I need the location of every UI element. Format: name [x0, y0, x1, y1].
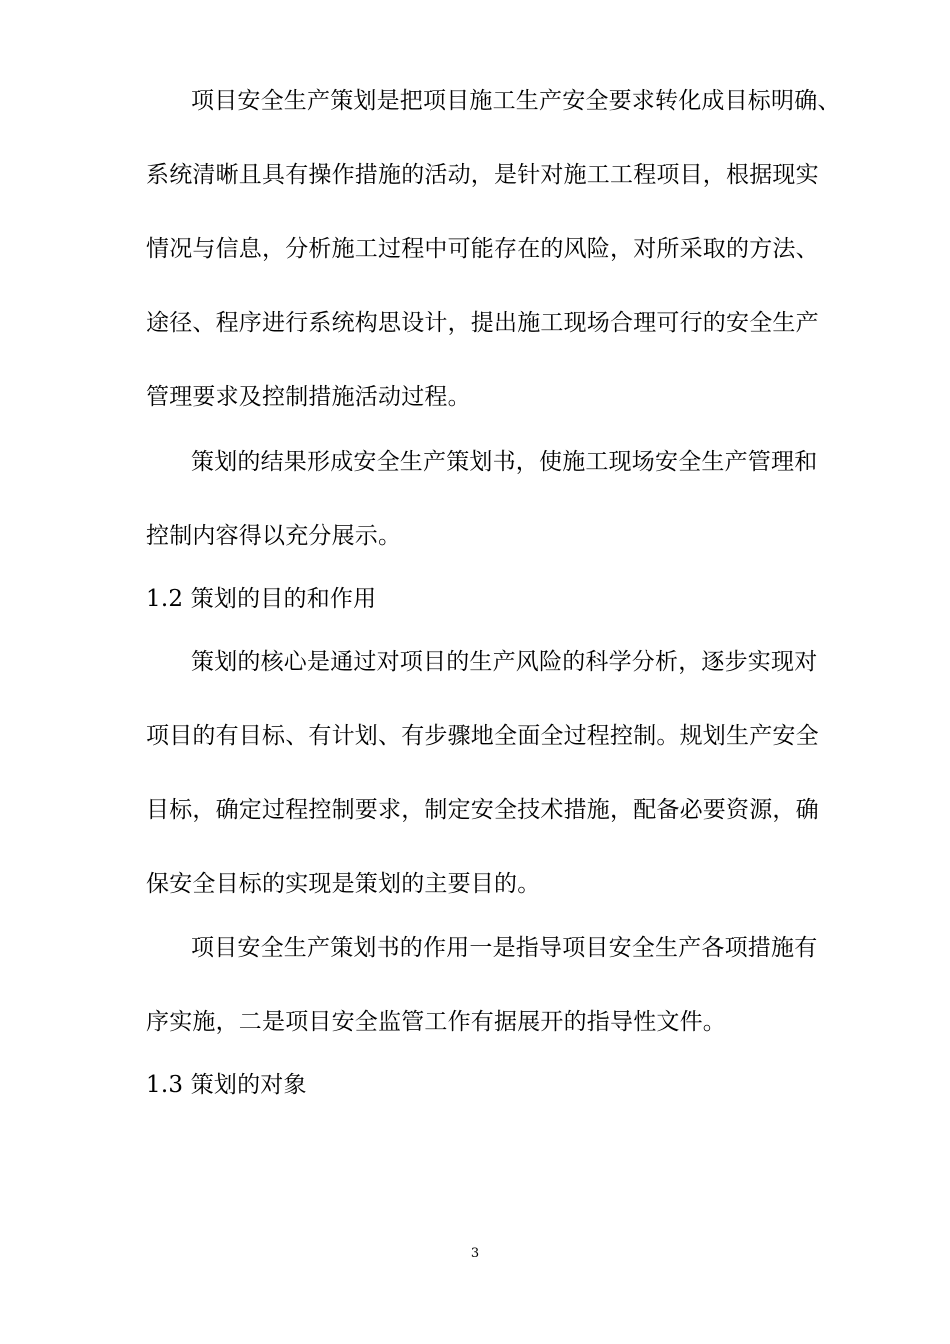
paragraph-3-line-3: 目标，确定过程控制要求，制定安全技术措施，配备必要资源，确: [146, 797, 819, 823]
paragraph-1-line-2: 系统清晰且具有操作措施的活动，是针对施工工程项目，根据现实: [146, 162, 819, 188]
paragraph-2-line-2: 控制内容得以充分展示。: [146, 523, 402, 549]
paragraph-1-line-4: 途径、程序进行系统构思设计，提出施工现场合理可行的安全生产: [146, 310, 819, 336]
page-number: 3: [470, 1246, 480, 1261]
paragraph-3-line-4: 保安全目标的实现是策划的主要目的。: [146, 871, 541, 897]
paragraph-2-line-1: 策划的结果形成安全生产策划书，使施工现场安全生产管理和: [191, 449, 818, 475]
paragraph-3-line-1: 策划的核心是通过对项目的生产风险的科学分析，逐步实现对: [191, 649, 818, 675]
paragraph-1-line-1: 项目安全生产策划是把项目施工生产安全要求转化成目标明确、: [191, 88, 841, 114]
paragraph-3-line-2: 项目的有目标、有计划、有步骤地全面全过程控制。规划生产安全: [146, 723, 819, 749]
paragraph-1-line-5: 管理要求及控制措施活动过程。: [146, 384, 471, 410]
paragraph-1-line-3: 情况与信息，分析施工过程中可能存在的风险，对所采取的方法、: [146, 236, 819, 262]
paragraph-4-line-2: 序实施，二是项目安全监管工作有据展开的指导性文件。: [146, 1009, 726, 1035]
paragraph-4-line-1: 项目安全生产策划书的作用一是指导项目安全生产各项措施有: [191, 935, 818, 961]
section-heading-1-3: 1.3 策划的对象: [146, 1072, 307, 1098]
section-heading-1-2: 1.2 策划的目的和作用: [146, 586, 377, 612]
